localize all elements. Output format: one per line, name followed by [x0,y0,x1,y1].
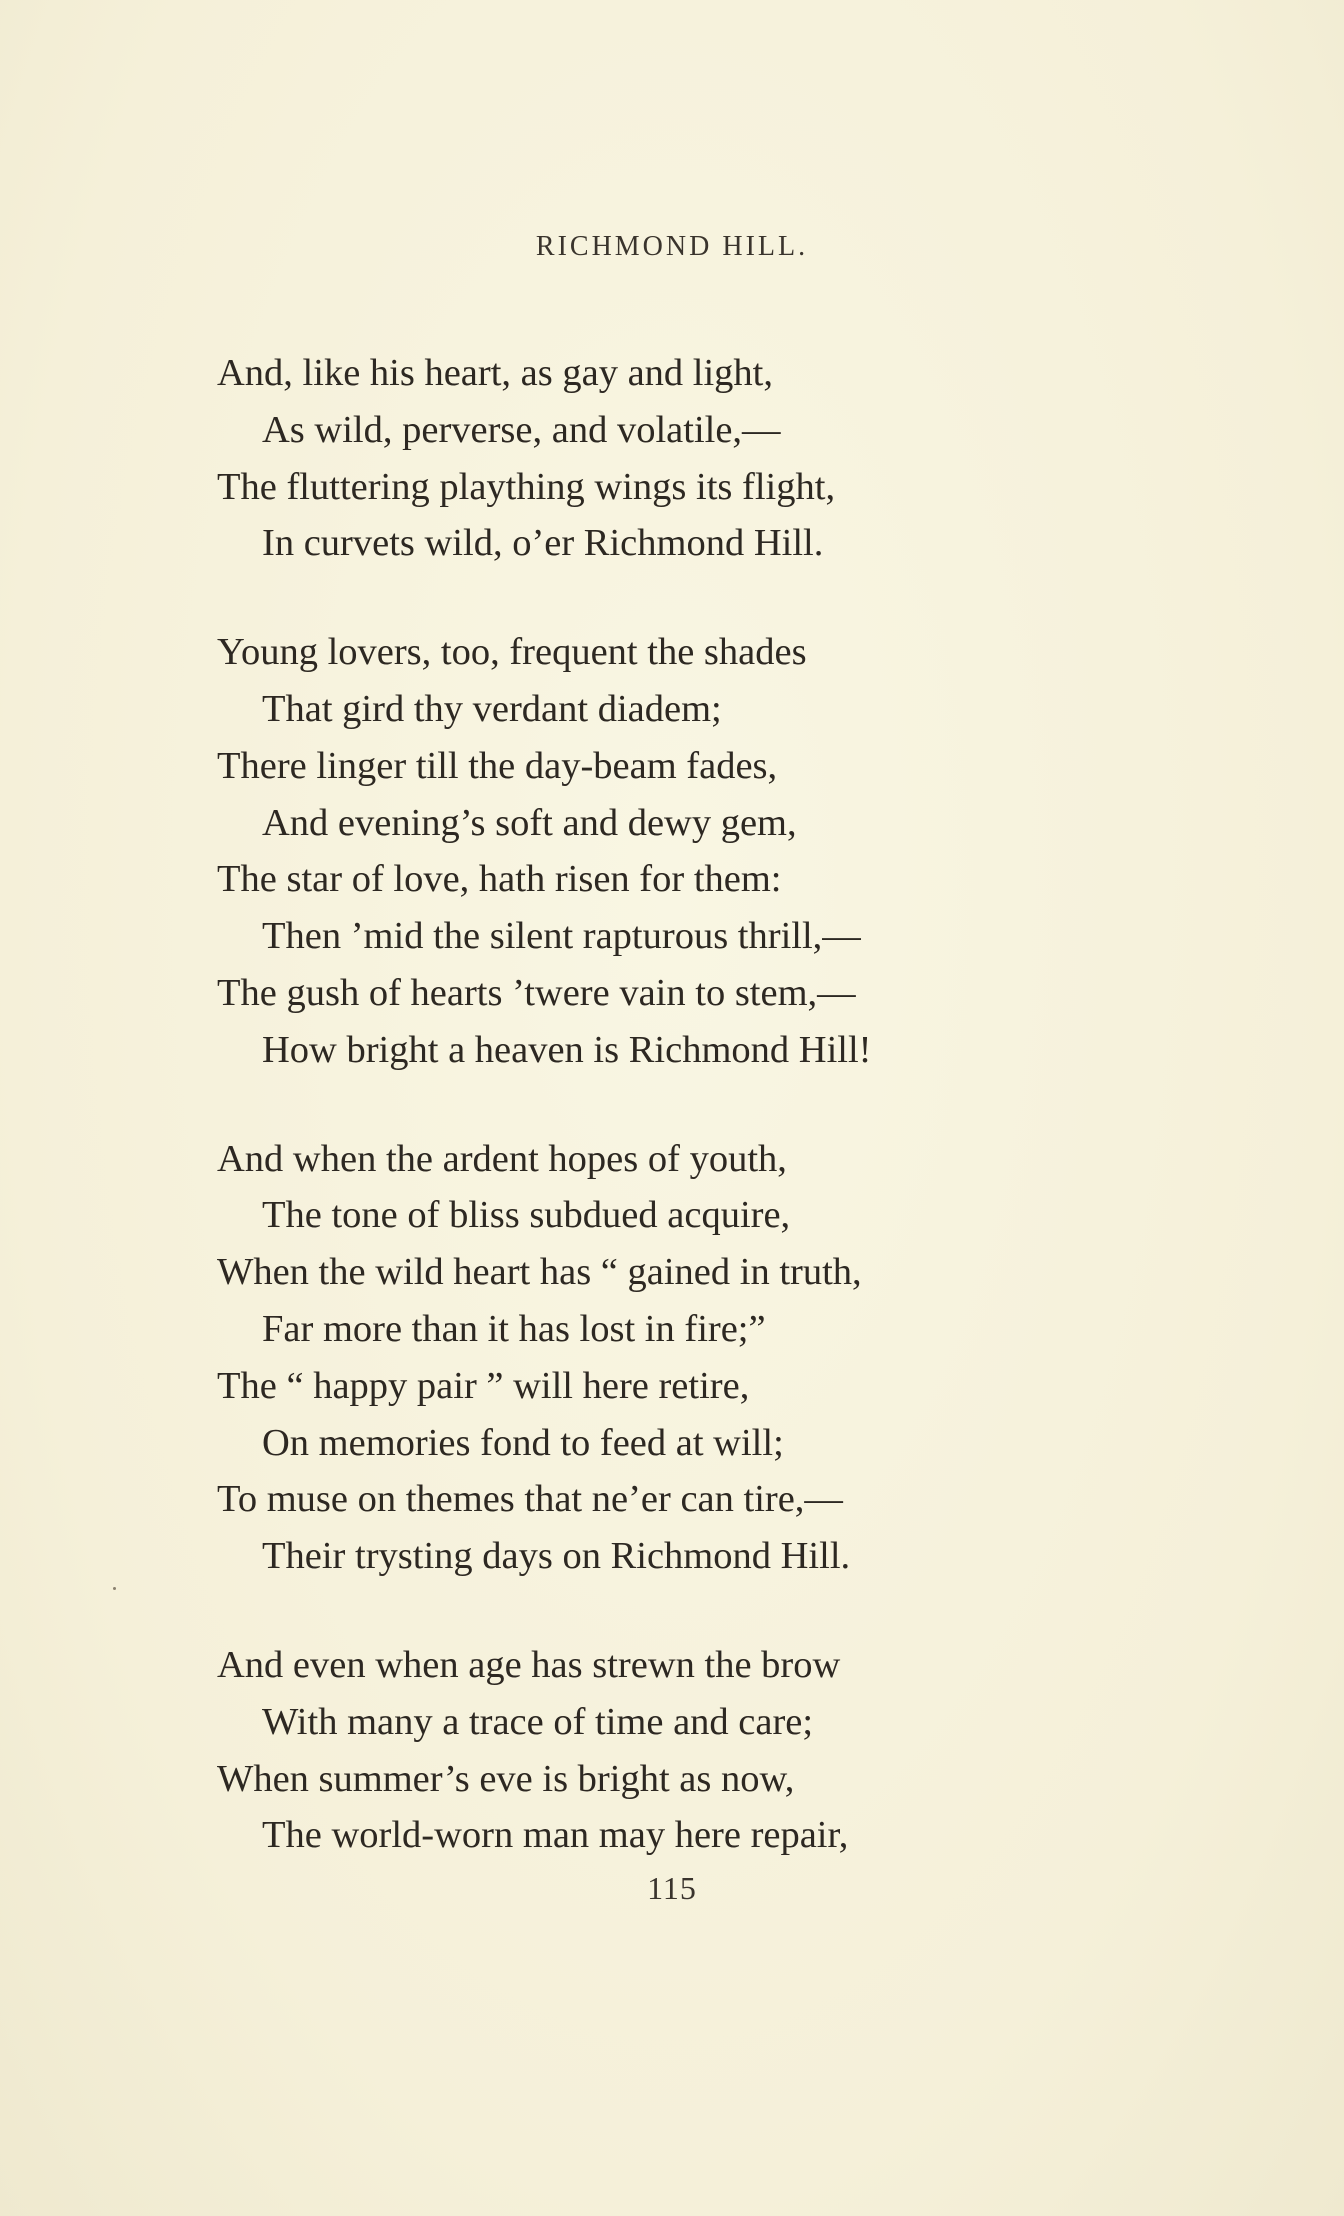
poem-line: Their trysting days on Richmond Hill. [262,1535,851,1578]
poem-line: There linger till the day-beam fades, [217,744,778,787]
poem-line: When summer’s eve is bright as now, [217,1757,795,1800]
poem-line: And, like his heart, as gay and light, [217,352,773,394]
stanza-1 [217,345,1217,572]
poem-line: On memories fond to feed at will; [262,1421,784,1464]
stanza-2 [217,624,1217,1078]
poem-line: And even when age has strewn the brow [217,1643,841,1686]
running-head: RICHMOND HILL. [535,231,809,262]
poem-line: As wild, perverse, and volatile,— [262,408,781,451]
stanza-4 [217,1637,1217,1864]
poem-line: When the wild heart has “ gained in truth, [217,1251,862,1294]
poem-line: Then ’mid the silent rapturous thrill,— [262,915,861,958]
poem-text [217,345,1217,1864]
poem-line: And evening’s soft and dewy gem, [262,801,797,844]
poem-line: How bright a heaven is Richmond Hill! [262,1028,872,1071]
poem-line: With many a trace of time and care; [262,1700,814,1743]
poem-line: The gush of hearts ’twere vain to stem,— [217,971,856,1014]
poem-line: To muse on themes that ne’er can tire,— [217,1478,843,1521]
poem-line: Young lovers, too, frequent the shades [217,631,807,674]
poem-line: The world-worn man may here repair, [262,1814,849,1857]
poem-line: The star of love, hath risen for them: [217,858,782,901]
poem-line: And when the ardent hopes of youth, [217,1137,787,1180]
poem-line: That gird thy verdant diadem; [262,687,722,730]
poem-line: In curvets wild, o’er Richmond Hill. [262,522,824,565]
poem-line: Far more than it has lost in fire;” [262,1307,766,1350]
poem-line: The tone of bliss subdued acquire, [262,1194,791,1237]
poem-line: The fluttering plaything wings its flight, [217,465,836,508]
page-number: 115 [647,1870,697,1906]
paper-speck [113,1587,116,1590]
stanza-3 [217,1131,1217,1585]
poem-line: The “ happy pair ” will here retire, [217,1364,750,1407]
